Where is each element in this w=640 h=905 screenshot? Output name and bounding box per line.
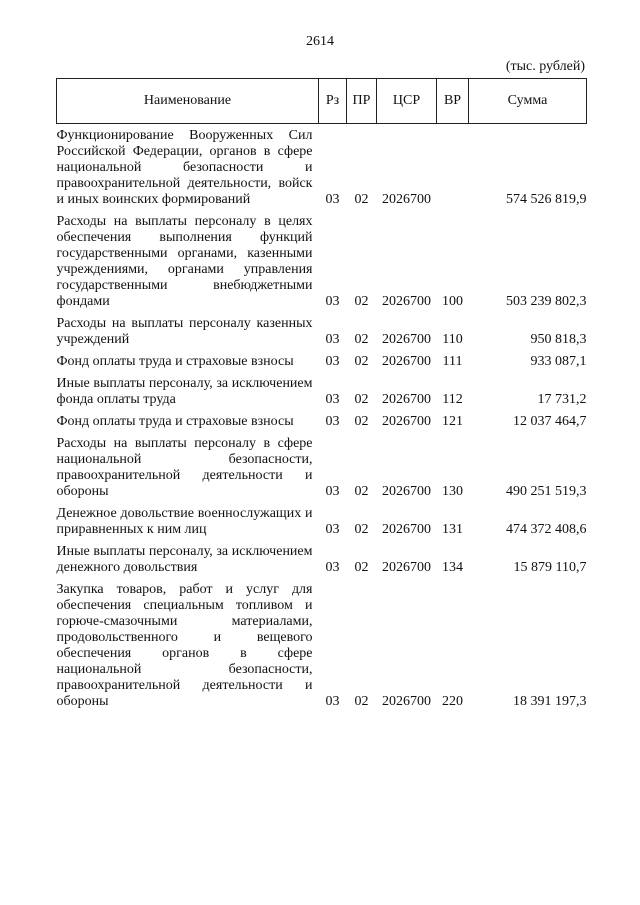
row-pr: 02 [354, 332, 369, 347]
row-sum: 18 391 197,3 [513, 694, 587, 709]
table-row [57, 348, 587, 370]
row-name: Иные выплаты персоналу, за исключением денежного довольствия [56, 544, 313, 575]
row-name: Расходы на выплаты персоналу в сфере национальной безопасности, правоохранительной деятельности и обороны [56, 436, 313, 499]
row-vr: 110 [442, 332, 463, 347]
row-sum: 17 731,2 [537, 392, 587, 407]
row-pr: 02 [354, 522, 369, 537]
page-number: 2614 [306, 34, 334, 49]
row-name: Фонд оплаты труда и страховые взносы [56, 414, 294, 429]
row-rz: 03 [325, 414, 340, 429]
table-row [57, 370, 587, 408]
row-rz: 03 [325, 560, 340, 575]
row-name: Функционирование Вооруженных Сил Российской Федерации, органов в сфере национальной безопасности и правоохранительной деятельности, войск и иных воинских формирований [56, 128, 313, 207]
header-csr: ЦСР [377, 79, 437, 124]
row-vr: 130 [442, 484, 463, 499]
row-csr: 2026700 [382, 354, 431, 369]
row-vr: 111 [442, 354, 463, 369]
row-pr: 02 [354, 294, 369, 309]
row-vr: 100 [442, 294, 463, 309]
header-pr: ПР [347, 79, 377, 124]
header-name: Наименование [57, 79, 319, 124]
row-rz: 03 [325, 294, 340, 309]
row-csr: 2026700 [382, 414, 431, 429]
row-pr: 02 [354, 192, 369, 207]
row-csr: 2026700 [382, 694, 431, 709]
row-pr: 02 [354, 354, 369, 369]
row-name: Расходы на выплаты персоналу в целях обеспечения выполнения функций государственными органами, казенными учреждениями, органами управления государственными внебюджетными фондами [56, 214, 313, 309]
row-sum: 950 818,3 [530, 332, 587, 347]
row-csr: 2026700 [382, 392, 431, 407]
row-sum: 574 526 819,9 [506, 192, 587, 207]
table-row [57, 538, 587, 576]
row-sum: 933 087,1 [530, 354, 587, 369]
row-pr: 02 [354, 694, 369, 709]
row-rz: 03 [325, 484, 340, 499]
row-vr [437, 124, 469, 209]
row-vr: 134 [442, 560, 463, 575]
row-vr: 131 [442, 522, 463, 537]
row-sum: 503 239 802,3 [506, 294, 587, 309]
row-csr: 2026700 [382, 560, 431, 575]
table-body [57, 124, 587, 711]
row-rz: 03 [325, 392, 340, 407]
header-rz: Рз [319, 79, 347, 124]
row-pr: 02 [354, 484, 369, 499]
table-row [57, 124, 587, 209]
row-name: Закупка товаров, работ и услуг для обеспечения специальным топливом и горюче-смазочными материалами, продовольственного и вещевого обеспечения органов в сфере национальной безопасности, правоохранительной деятельности и обороны [56, 582, 313, 709]
row-rz: 03 [325, 354, 340, 369]
row-sum: 474 372 408,6 [506, 522, 587, 537]
row-name: Денежное довольствие военнослужащих и приравненных к ним лиц [56, 506, 313, 537]
table-row [57, 310, 587, 348]
row-vr: 220 [442, 694, 463, 709]
table-row [57, 430, 587, 500]
row-vr: 112 [442, 392, 463, 407]
row-sum: 490 251 519,3 [506, 484, 587, 499]
row-csr: 2026700 [382, 294, 431, 309]
row-rz: 03 [325, 332, 340, 347]
table-header [57, 79, 587, 124]
row-sum: 15 879 110,7 [513, 560, 587, 575]
table-row [57, 408, 587, 430]
row-pr: 02 [354, 392, 369, 407]
row-pr: 02 [354, 414, 369, 429]
row-rz: 03 [325, 694, 340, 709]
row-name: Расходы на выплаты персоналу казенных учреждений [56, 316, 313, 347]
row-pr: 02 [354, 560, 369, 575]
row-vr: 121 [442, 414, 463, 429]
row-csr: 2026700 [382, 192, 431, 207]
budget-table [56, 78, 587, 710]
units-label: (тыс. рублей) [505, 59, 585, 74]
row-sum: 12 037 464,7 [513, 414, 587, 429]
header-sum: Сумма [469, 79, 587, 124]
row-rz: 03 [325, 192, 340, 207]
row-name: Фонд оплаты труда и страховые взносы [56, 354, 294, 369]
row-rz: 03 [325, 522, 340, 537]
header-vr: ВР [437, 79, 469, 124]
table-row [57, 500, 587, 538]
row-csr: 2026700 [382, 522, 431, 537]
row-csr: 2026700 [382, 484, 431, 499]
row-csr: 2026700 [382, 332, 431, 347]
row-name: Иные выплаты персоналу, за исключением фонда оплаты труда [56, 376, 313, 407]
table-row [57, 576, 587, 710]
table-row [57, 208, 587, 310]
